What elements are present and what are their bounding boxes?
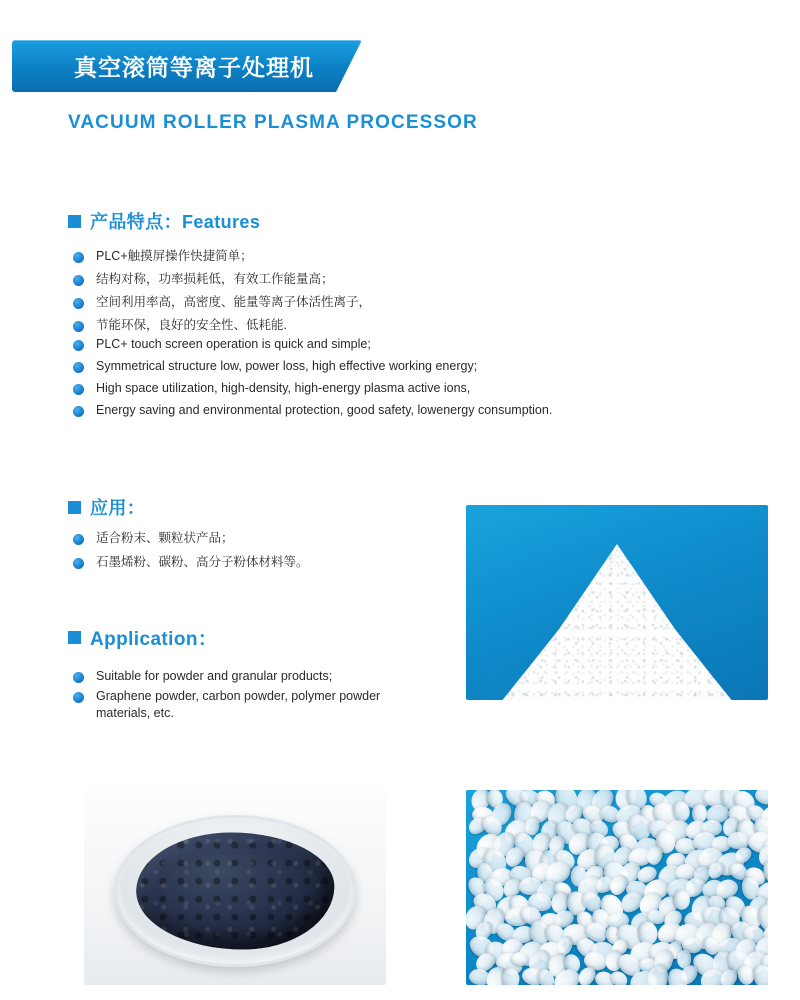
- list-item: PLC+ touch screen operation is quick and simple;: [73, 336, 633, 353]
- section-heading-application-cn-label: 应用：: [90, 498, 146, 518]
- list-item: Symmetrical structure low, power loss, high effective working energy;: [73, 358, 633, 375]
- list-item: Suitable for powder and granular products;: [73, 668, 413, 685]
- section-heading-application-en: [68, 624, 217, 651]
- features-list-cn: [73, 248, 503, 340]
- petri-dish-shape: [114, 815, 356, 967]
- plastic-granules-photo: [466, 790, 768, 985]
- list-item: High space utilization, high-density, high-energy plasma active ions,: [73, 380, 633, 397]
- section-heading-application-cn: [68, 494, 145, 520]
- section-heading-features-label: 产品特点：Features: [90, 212, 261, 232]
- page-title-cn: 真空滚筒等离子处理机: [74, 54, 314, 81]
- list-item: PLC+触摸屏操作快捷简单；: [73, 248, 503, 265]
- list-item: 节能环保，良好的安全性、低耗能.: [73, 317, 503, 334]
- list-item: 结构对称，功率损耗低，有效工作能量高；: [73, 271, 503, 288]
- section-heading-application-en-label: Application：: [90, 629, 218, 650]
- page-title-en: VACUUM ROLLER PLASMA PROCESSOR: [68, 112, 478, 133]
- granule: [753, 790, 768, 806]
- square-bullet-icon: [68, 501, 81, 514]
- white-powder-pile-photo: [466, 505, 768, 700]
- list-item: Energy saving and environmental protection, good safety, lowenergy consumption.: [73, 402, 633, 419]
- carbon-powder-petri-dish-photo: [84, 790, 386, 985]
- square-bullet-icon: [68, 215, 81, 228]
- list-item: 石墨烯粉、碳粉、高分子粉体材料等。: [73, 554, 413, 571]
- header-banner: [12, 40, 362, 92]
- list-item: 适合粉末、颗粒状产品；: [73, 530, 413, 547]
- square-bullet-icon: [68, 631, 81, 644]
- carbon-powder-shape: [136, 833, 334, 950]
- list-item: Graphene powder, carbon powder, polymer powder materials, etc.: [73, 688, 413, 722]
- application-list-en: [73, 668, 413, 725]
- application-list-cn: [73, 530, 413, 578]
- section-heading-features: [68, 208, 260, 234]
- features-list-en: [73, 336, 633, 424]
- granule-field: [466, 790, 768, 985]
- list-item: 空间利用率高，高密度、能量等离子体活性离子，: [73, 294, 503, 311]
